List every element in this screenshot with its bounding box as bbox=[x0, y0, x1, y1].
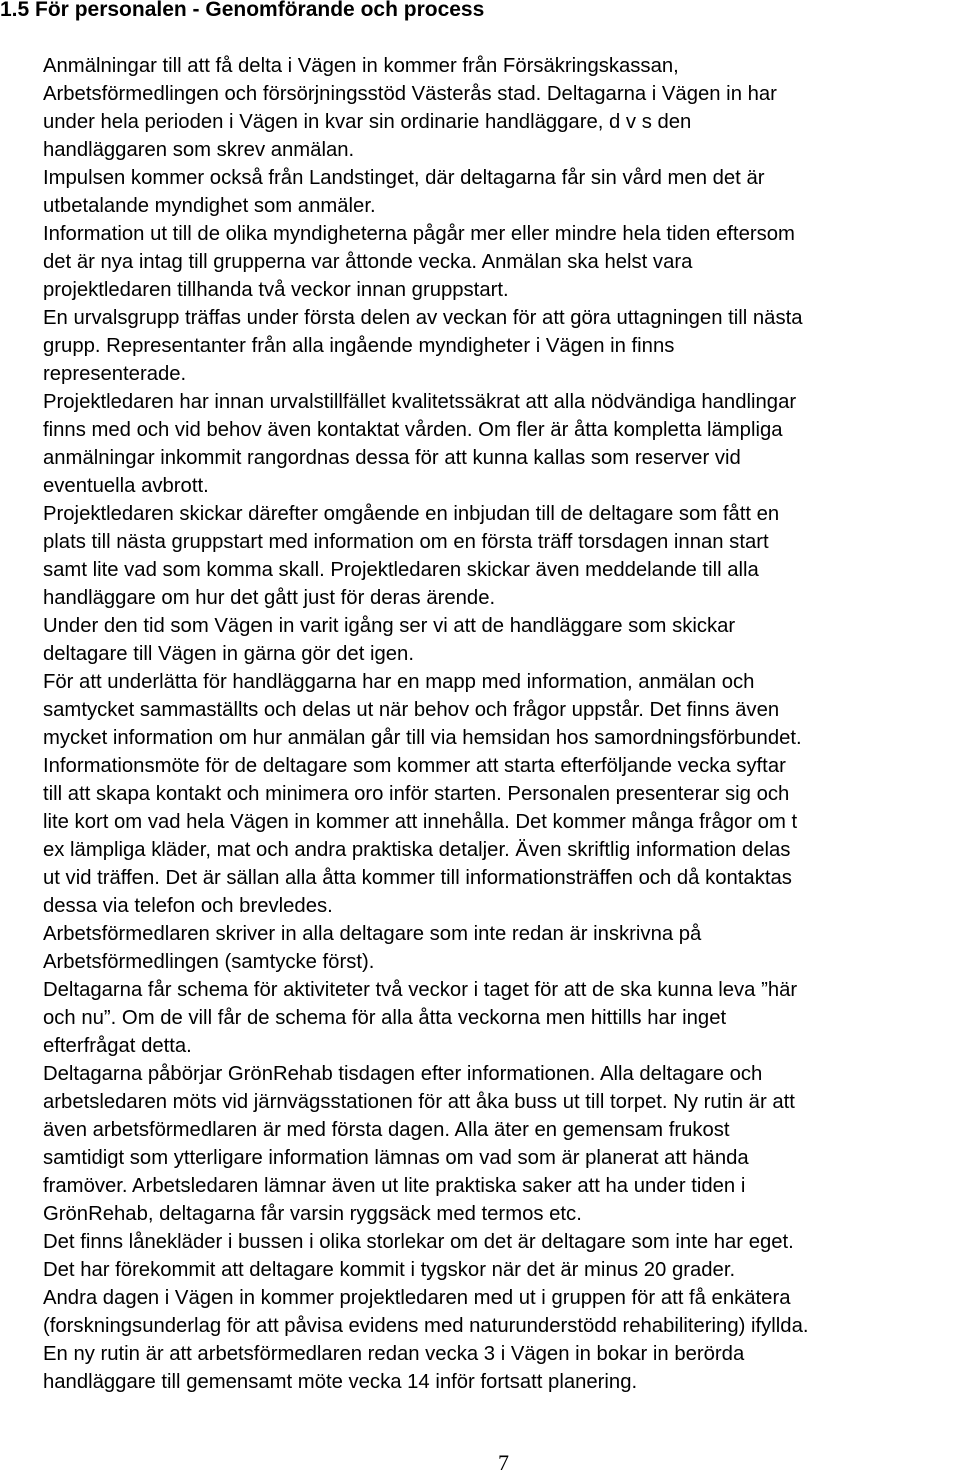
text-line: deltagare till Vägen in gärna gör det igen. bbox=[43, 643, 414, 665]
text-line: Deltagarna får schema för aktiviteter två veckor i taget för att de ska kunna leva ”här bbox=[43, 979, 798, 1001]
text-line: mycket information om hur anmälan går till via hemsidan hos samordningsförbundet. bbox=[43, 727, 802, 749]
text-line: framöver. Arbetsledaren lämnar även ut lite praktiska saker att ha under tiden i bbox=[43, 1175, 746, 1197]
text-line: representerade. bbox=[43, 363, 187, 385]
text-line: handläggare om hur det gått just för deras ärende. bbox=[43, 587, 496, 609]
text-line: Det finns lånekläder i bussen i olika storlekar om det är deltagare som inte har eget. bbox=[43, 1231, 794, 1253]
text-line: utbetalande myndighet som anmäler. bbox=[43, 195, 376, 217]
text-line: En ny rutin är att arbetsförmedlaren redan vecka 3 i Vägen in bokar in berörda bbox=[43, 1343, 745, 1365]
text-line: Arbetsförmedlaren skriver in alla deltagare som inte redan är inskrivna på bbox=[43, 923, 702, 945]
body-text bbox=[43, 52, 960, 1396]
text-line: Information ut till de olika myndigheterna pågår mer eller mindre hela tiden eftersom bbox=[43, 223, 795, 245]
text-line: Under den tid som Vägen in varit igång ser vi att de handläggare som skickar bbox=[43, 615, 736, 637]
text-line: projektledaren tillhanda två veckor innan gruppstart. bbox=[43, 279, 509, 301]
text-line: plats till nästa gruppstart med information om en första träff torsdagen innan start bbox=[43, 531, 769, 553]
text-line: dessa via telefon och brevledes. bbox=[43, 895, 333, 917]
text-line: handläggare till gemensamt möte vecka 14 inför fortsatt planering. bbox=[43, 1371, 638, 1393]
text-line: finns med och vid behov även kontaktat vården. Om fler är åtta kompletta lämpliga bbox=[43, 419, 783, 441]
text-line: och nu”. Om de vill får de schema för alla åtta veckorna men hittills har inget bbox=[43, 1007, 727, 1029]
text-line: Arbetsförmedlingen (samtycke först). bbox=[43, 951, 375, 973]
text-line: För att underlätta för handläggarna har en mapp med information, anmälan och bbox=[43, 671, 755, 693]
text-line: till att skapa kontakt och minimera oro inför starten. Personalen presenterar sig och bbox=[43, 783, 790, 805]
text-line: (forskningsunderlag för att påvisa evidens med naturunderstödd rehabilitering) ifyllda. bbox=[43, 1315, 809, 1337]
text-line: En urvalsgrupp träffas under första delen av veckan för att göra uttagningen till nästa bbox=[43, 307, 803, 329]
text-line: Impulsen kommer också från Landstinget, där deltagarna får sin vård men det är bbox=[43, 167, 765, 189]
text-line: arbetsledaren möts vid järnvägsstationen för att åka buss ut till torpet. Ny rutin är att bbox=[43, 1091, 795, 1113]
text-line: handläggaren som skrev anmälan. bbox=[43, 139, 355, 161]
text-line: Andra dagen i Vägen in kommer projektledaren med ut i gruppen för att få enkätera bbox=[43, 1287, 791, 1309]
text-line: samtidigt som ytterligare information lämnas om vad som är planerat att hända bbox=[43, 1147, 749, 1169]
text-line: samt lite vad som komma skall. Projektledaren skickar även meddelande till alla bbox=[43, 559, 759, 581]
text-line: lite kort om vad hela Vägen in kommer att innehålla. Det kommer många frågor om t bbox=[43, 811, 798, 833]
text-line: Deltagarna påbörjar GrönRehab tisdagen efter informationen. Alla deltagare och bbox=[43, 1063, 763, 1085]
text-line: under hela perioden i Vägen in kvar sin ordinarie handläggare, d v s den bbox=[43, 111, 692, 133]
text-line: Projektledaren har innan urvalstillfället kvalitetssäkrat att alla nödvändiga handlingar bbox=[43, 391, 797, 413]
text-line: efterfrågat detta. bbox=[43, 1035, 192, 1057]
text-line: Anmälningar till att få delta i Vägen in kommer från Försäkringskassan, bbox=[43, 55, 679, 77]
text-line: även arbetsförmedlaren är med första dagen. Alla äter en gemensam frukost bbox=[43, 1119, 730, 1141]
section-heading: 1.5 För personalen - Genomförande och process bbox=[0, 0, 485, 21]
text-line: grupp. Representanter från alla ingående myndigheter i Vägen in finns bbox=[43, 335, 675, 357]
page-number: 7 bbox=[498, 1450, 509, 1475]
text-line: Arbetsförmedlingen och försörjningsstöd Västerås stad. Deltagarna i Vägen in har bbox=[43, 83, 777, 105]
text-line: anmälningar inkommit rangordnas dessa för att kunna kallas som reserver vid bbox=[43, 447, 741, 469]
text-line: samtycket sammaställts och delas ut när behov och frågor uppstår. Det finns även bbox=[43, 699, 780, 721]
text-line: ex lämpliga kläder, mat och andra praktiska detaljer. Även skriftlig information delas bbox=[43, 839, 791, 861]
text-line: Informationsmöte för de deltagare som kommer att starta efterföljande vecka syftar bbox=[43, 755, 786, 777]
text-line: eventuella avbrott. bbox=[43, 475, 209, 497]
text-line: Projektledaren skickar därefter omgående en inbjudan till de deltagare som fått en bbox=[43, 503, 780, 525]
text-line: det är nya intag till grupperna var åttonde vecka. Anmälan ska helst vara bbox=[43, 251, 693, 273]
text-line: ut vid träffen. Det är sällan alla åtta kommer till informationsträffen och då kontaktas bbox=[43, 867, 792, 889]
text-line: Det har förekommit att deltagare kommit i tygskor när det är minus 20 grader. bbox=[43, 1259, 736, 1281]
text-line: GrönRehab, deltagarna får varsin ryggsäck med termos etc. bbox=[43, 1203, 582, 1225]
